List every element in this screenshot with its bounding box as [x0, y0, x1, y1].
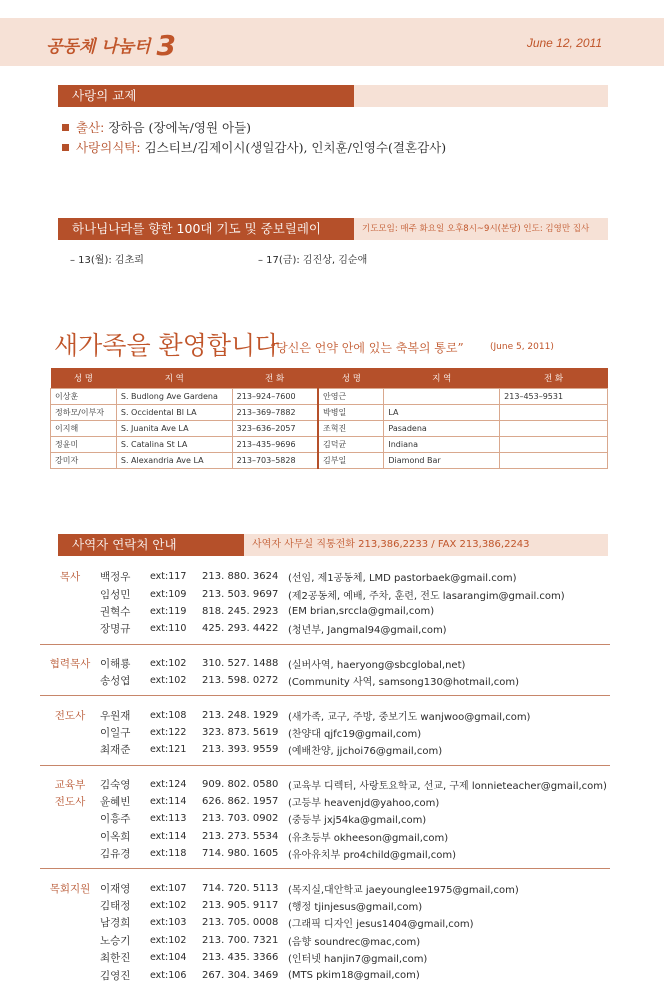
- table-row: [51, 437, 608, 453]
- staff-name: 김영진: [100, 969, 131, 982]
- table-cell: S. Juanita Ave LA: [116, 421, 232, 437]
- table-cell: 이상훈: [51, 389, 117, 405]
- staff-name: 김숙영: [100, 778, 131, 791]
- table-row: [51, 389, 608, 405]
- table-row: [51, 421, 608, 437]
- staff-ext: ext:107: [150, 882, 187, 894]
- staff-note: (그래픽 디자인 jesus1404@gmail,com): [288, 919, 474, 931]
- table-row: [51, 453, 608, 469]
- staff-ext: ext:121: [150, 744, 187, 756]
- table-cell: 323–636–2057: [232, 421, 318, 437]
- staff-role: 목회지원: [49, 882, 91, 895]
- staff-name: 남경희: [100, 917, 131, 930]
- staff-row: [40, 897, 610, 914]
- staff-ext: ext:103: [150, 917, 187, 929]
- staff-note: (EM brian,srccla@gmail,com): [288, 605, 435, 617]
- staff-ext: ext:102: [150, 934, 187, 946]
- table-cell: S. Budlong Ave Gardena: [116, 389, 232, 405]
- staff-phone: 213. 273. 5534: [202, 830, 279, 842]
- welcome-date: (June 5, 2011): [490, 342, 554, 352]
- staff-phone: 213. 598. 0272: [202, 675, 279, 687]
- table-cell: 안영근: [318, 389, 384, 405]
- col-header: 전 화: [500, 368, 608, 389]
- staff-phone: 213. 435. 3366: [202, 952, 279, 964]
- table-cell: Indiana: [384, 437, 500, 453]
- staff-row: [40, 724, 610, 741]
- table-cell: 김부일: [318, 453, 384, 469]
- issue-date: June 12, 2011: [526, 36, 602, 50]
- staff-phone: 714. 720. 5113: [202, 882, 279, 894]
- staff-group: [40, 653, 610, 697]
- table-cell: 213–703–5828: [232, 453, 318, 469]
- staff-name: 이흥주: [100, 813, 131, 826]
- staff-ext: ext:102: [150, 657, 187, 669]
- staff-phone: 267. 304. 3469: [202, 969, 279, 981]
- staff-name: 김유경: [100, 848, 131, 861]
- table-cell: [500, 421, 608, 437]
- staff-group: [40, 566, 610, 645]
- staff-name: 임성민: [100, 588, 131, 601]
- table-cell: S. Occidental Bl LA: [116, 405, 232, 421]
- staff-row: [40, 585, 610, 602]
- table-cell: 정하모/이부자: [51, 405, 117, 421]
- staff-row: [40, 879, 610, 896]
- staff-group: [40, 877, 610, 989]
- staff-row: [40, 603, 610, 620]
- staff-row: [40, 966, 610, 983]
- page-title-text: 공동체 나눔터: [46, 37, 151, 57]
- staff-name: 최재준: [100, 744, 131, 757]
- staff-ext: ext:102: [150, 675, 187, 687]
- table-cell: [384, 389, 500, 405]
- staff-note: (Community 사역, samsong130@hotmail,com): [288, 677, 520, 689]
- staff-name: 장명규: [100, 623, 131, 636]
- staff-phone: 818. 245. 2923: [202, 605, 279, 617]
- staff-note: (선임, 제1공동체, LMD pastorbaek@gmail.com): [288, 573, 517, 585]
- staff-note: (교육부 디렉터, 사랑토요학교, 선교, 구제 lonnieteacher@gmail,com): [288, 780, 607, 792]
- table-row: [51, 405, 608, 421]
- staff-ext: ext:114: [150, 830, 187, 842]
- issue-number: 3: [156, 29, 176, 62]
- staff-note: (유아유치부 pro4child@gmail,com): [288, 850, 457, 862]
- staff-name: 김태정: [100, 900, 131, 913]
- staff-role: 전도사: [54, 796, 86, 809]
- staff-name: 권혁수: [100, 605, 131, 618]
- staff-phone: 213. 393. 9559: [202, 744, 279, 756]
- staff-row: [40, 776, 610, 793]
- staff-note: (제2공동체, 예배, 주차, 훈련, 전도 lasarangim@gmail.com): [288, 590, 565, 602]
- staff-row: [40, 845, 610, 862]
- staff-note: (행정 tjinjesus@gmail,com): [288, 902, 423, 914]
- staff-row: [40, 568, 610, 585]
- staff-note: (유초등부 okheeson@gmail,com): [288, 832, 449, 844]
- staff-heading: 사역자 연락처 안내: [58, 534, 244, 556]
- staff-row: [40, 932, 610, 949]
- staff-row: [40, 655, 610, 672]
- table-cell: 조혁진: [318, 421, 384, 437]
- prayer-item: – 17(금): 김진상, 김순애: [258, 255, 368, 266]
- col-header: 전 화: [232, 368, 318, 389]
- staff-row: [40, 620, 610, 637]
- staff-name: 이옥희: [100, 830, 131, 843]
- staff-note: (목지실,대안학교 jaeyounglee1975@gmail,com): [288, 884, 519, 896]
- staff-phone: 626. 862. 1957: [202, 796, 279, 808]
- prayer-heading: 하나님나라를 향한 100대 기도 및 중보릴레이: [58, 218, 354, 240]
- staff-phone: 213. 880. 3624: [202, 571, 279, 583]
- staff-phone: 714. 980. 1605: [202, 848, 279, 860]
- table-cell: 213–435–9696: [232, 437, 318, 453]
- table-cell: S. Alexandria Ave LA: [116, 453, 232, 469]
- staff-name: 노승기: [100, 934, 131, 947]
- staff-note: (실버사역, haeryong@sbcglobal,net): [288, 659, 466, 671]
- staff-group: [40, 704, 610, 765]
- table-cell: 213–369–7882: [232, 405, 318, 421]
- table-cell: 김덕균: [318, 437, 384, 453]
- staff-note: (찬양대 qjfc19@gmail,com): [288, 728, 422, 740]
- staff-ext: ext:119: [150, 605, 187, 617]
- staff-ext: ext:124: [150, 778, 187, 790]
- staff-note: (인터넷 hanjin7@gmail,com): [288, 954, 428, 966]
- staff-ext: ext:118: [150, 848, 187, 860]
- love-section-header: [58, 85, 608, 107]
- staff-name: 윤혜빈: [100, 796, 131, 809]
- staff-contact-list: [40, 566, 610, 998]
- staff-row: [40, 914, 610, 931]
- staff-phone: 213. 905. 9117: [202, 900, 279, 912]
- table-cell: 박병일: [318, 405, 384, 421]
- staff-ext: ext:110: [150, 623, 187, 635]
- prayer-item: – 13(월): 김초뢰: [70, 255, 144, 266]
- staff-role: 전도사: [54, 709, 86, 722]
- table-cell: Diamond Bar: [384, 453, 500, 469]
- staff-ext: ext:122: [150, 726, 187, 738]
- welcome-title: 새가족을 환영합니다: [54, 331, 280, 360]
- staff-name: 이일구: [100, 726, 131, 739]
- staff-ext: ext:109: [150, 588, 187, 600]
- love-item: 사랑의식탁: 김스티브/김제이시(생일감사), 인치훈/인영수(결혼감사): [62, 138, 446, 156]
- staff-ext: ext:108: [150, 709, 187, 721]
- staff-row: [40, 672, 610, 689]
- table-cell: S. Catalina St LA: [116, 437, 232, 453]
- staff-note: (고등부 heavenjd@yahoo,com): [288, 798, 440, 810]
- staff-row: [40, 949, 610, 966]
- staff-ext: ext:117: [150, 571, 187, 583]
- staff-phone: 909. 802. 0580: [202, 778, 279, 790]
- staff-ext: ext:114: [150, 796, 187, 808]
- staff-role: 교육부: [54, 778, 86, 791]
- staff-ext: ext:104: [150, 952, 187, 964]
- love-item: 출산: 장하음 (장에녹/영원 아들): [62, 118, 251, 136]
- page-title: [46, 26, 176, 62]
- love-heading: 사랑의 교제: [58, 85, 354, 107]
- bullet-icon: [62, 124, 69, 131]
- col-header: 지 역: [116, 368, 232, 389]
- table-cell: [500, 453, 608, 469]
- staff-phone: 310. 527. 1488: [202, 657, 279, 669]
- staff-name: 백정우: [100, 571, 131, 584]
- staff-ext: ext:113: [150, 813, 187, 825]
- table-cell: [500, 405, 608, 421]
- staff-group: [40, 774, 610, 870]
- staff-phone: 213. 703. 0902: [202, 813, 279, 825]
- table-cell: 강미자: [51, 453, 117, 469]
- staff-name: 송성엽: [100, 675, 131, 688]
- staff-phone: 213. 705. 0008: [202, 917, 279, 929]
- table-cell: LA: [384, 405, 500, 421]
- new-family-table: [50, 368, 608, 469]
- staff-row: [40, 810, 610, 827]
- col-header: 성 명: [51, 368, 117, 389]
- staff-note: (MTS pkim18@gmail,com): [288, 969, 420, 981]
- welcome-subtitle: “당신은 언약 안에 있는 축복의 통로”: [270, 341, 464, 355]
- table-cell: 정윤미: [51, 437, 117, 453]
- prayer-note: 기도모임: 매주 화요일 오후8시~9시(본당) 인도: 김영만 집사: [362, 224, 590, 234]
- staff-phone: 425. 293. 4422: [202, 623, 279, 635]
- staff-note: (중등부 jxj54ka@gmail,com): [288, 815, 427, 827]
- staff-row: [40, 793, 610, 810]
- col-header: 지 역: [384, 368, 500, 389]
- staff-name: 이재영: [100, 882, 131, 895]
- staff-phone: 213. 248. 1929: [202, 709, 279, 721]
- table-cell: 213–924–7600: [232, 389, 318, 405]
- table-cell: 이지해: [51, 421, 117, 437]
- staff-section-header: [58, 534, 608, 556]
- staff-note: (음향 soundrec@mac,com): [288, 936, 421, 948]
- table-cell: [500, 437, 608, 453]
- staff-row: [40, 828, 610, 845]
- staff-ext: ext:106: [150, 969, 187, 981]
- staff-phone: 323. 873. 5619: [202, 726, 279, 738]
- col-header: 성 명: [318, 368, 384, 389]
- table-header-row: [51, 368, 608, 389]
- staff-name: 최한진: [100, 952, 131, 965]
- staff-role: 협력목사: [49, 657, 91, 670]
- table-cell: Pasadena: [384, 421, 500, 437]
- staff-name: 우원재: [100, 709, 131, 722]
- staff-role: 목사: [59, 571, 81, 584]
- staff-phone: 213. 503. 9697: [202, 588, 279, 600]
- office-phone: 사역자 사무실 직통전화 213,386,2233 / FAX 213,386,2243: [252, 539, 530, 550]
- table-cell: 213–453–9531: [500, 389, 608, 405]
- staff-phone: 213. 700. 7321: [202, 934, 279, 946]
- staff-note: (예배찬양, jjchoi76@gmail,com): [288, 746, 443, 758]
- staff-note: (새가족, 교구, 주방, 중보기도 wanjwoo@gmail,com): [288, 711, 531, 723]
- staff-row: [40, 706, 610, 723]
- prayer-section-header: [58, 218, 608, 240]
- staff-note: (청년부, Jangmal94@gmail,com): [288, 625, 447, 637]
- staff-name: 이해룡: [100, 657, 131, 670]
- bullet-icon: [62, 144, 69, 151]
- staff-ext: ext:102: [150, 900, 187, 912]
- staff-row: [40, 741, 610, 758]
